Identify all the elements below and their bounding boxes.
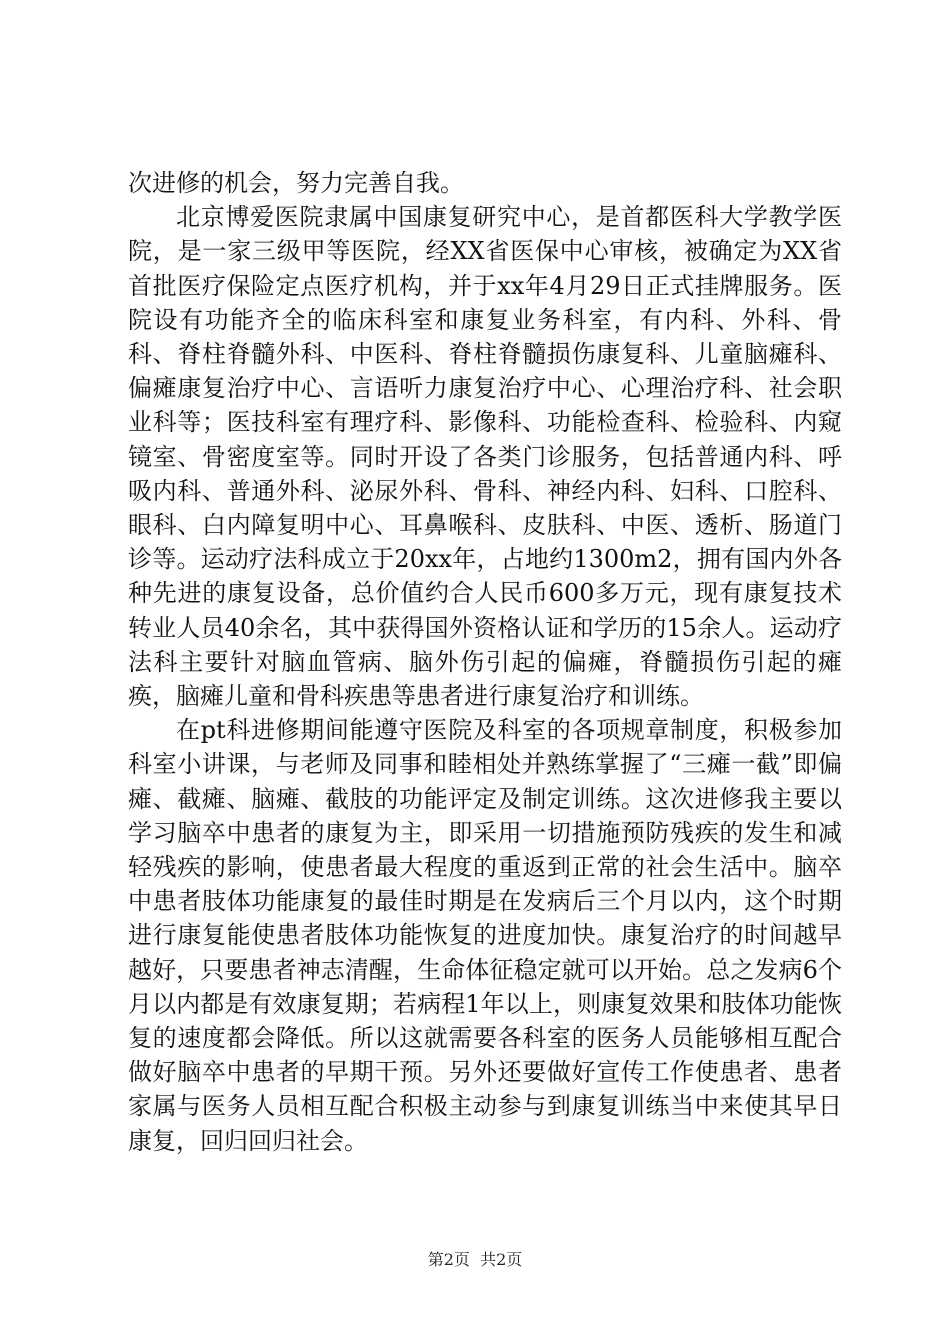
page-footer: 第2页 共2页 bbox=[427, 1250, 523, 1269]
paragraph-training-experience: 在pt科进修期间能遵守医院及科室的各项规章制度，积极参加科室小讲课，与老师及同事和睦相处并熟练掌握了“三瘫一截”即偏瘫、截瘫、脑瘫、截肢的功能评定及制定训练。这次进修我主要以学习脑卒中患者的康复为主，即采用一切措施预防残疾的发生和减轻残疾的影响，使患者最大程度的重返到正常的社会生活中。脑卒中患者肢体功能康复的最佳时期是在发病后三个月以内，这个时期进行康复能使患者肢体功能恢复的进度加快。康复治疗的时间越早越好，只要患者神志清醒，生命体征稳定就可以开始。总之发病6个月以内都是有效康复期；若病程1年以上，则康复效果和肢体功能恢复的速度都会降低。所以这就需要各科室的医务人员能够相互配合做好脑卒中患者的早期干预。另外还要做好宣传工作使患者、患者家属与医务人员相互配合积极主动参与到康复训练当中来使其早日康复，回归回归社会。 bbox=[128, 716, 842, 1155]
paragraph-hospital-intro: 北京博爱医院隶属中国康复研究中心，是首都医科大学教学医院，是一家三级甲等医院，经XX省医保中心审核，被确定为XX省首批医疗保险定点医疗机构，并于xx年4月29日正式挂牌服务。医院设有功能齐全的临床科室和康复业务科室，有内科、外科、骨科、脊柱脊髓外科、中医科、脊柱脊髓损伤康复科、儿童脑瘫科、偏瘫康复治疗中心、言语听力康复治疗中心、心理治疗科、社会职业科等；医技科室有理疗科、影像科、功能检查科、检验科、内窥镜室、骨密度室等。同时开设了各类门诊服务，包括普通内科、呼吸内科、普通外科、泌尿外科、骨科、神经内科、妇科、口腔科、眼科、白内障复明中心、耳鼻喉科、皮肤科、中医、透析、肠道门诊等。运动疗法科成立于20xx年，占地约1300m2，拥有国内外各种先进的康复设备，总价值约合人民币600多万元，现有康复技术转业人员40余名，其中获得国外资格认证和学历的15余人。运动疗法科主要针对脑血管病、脑外伤引起的偏瘫，脊髓损伤引起的瘫痪，脑瘫儿童和骨科疾患等患者进行康复治疗和训练。 bbox=[128, 203, 842, 711]
document-body bbox=[128, 166, 842, 1158]
paragraph-continuation: 次进修的机会，努力完善自我。 bbox=[128, 169, 464, 197]
